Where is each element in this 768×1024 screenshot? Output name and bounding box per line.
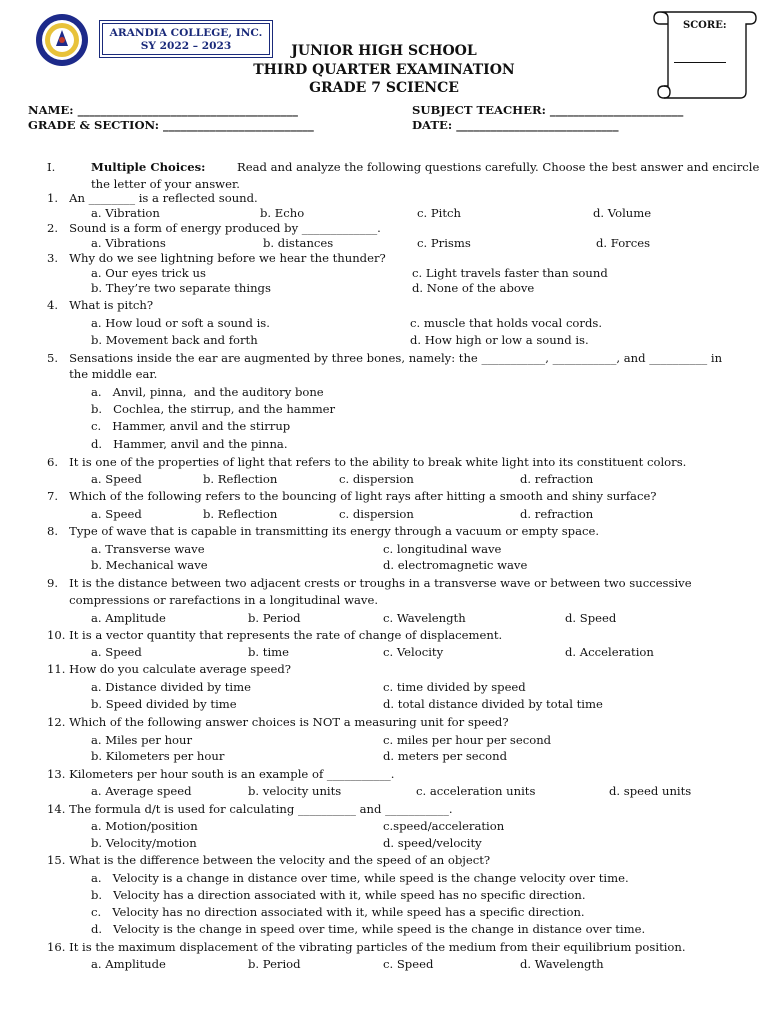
school-name: ARANDIA COLLEGE, INC.: [109, 27, 263, 39]
answer-choice: d. Hammer, anvil and the pinna.: [91, 437, 288, 451]
answer-choice: b. They’re two separate things: [91, 281, 271, 295]
question-text: 11. How do you calculate average speed?: [47, 662, 291, 676]
answer-choice: a. How loud or soft a sound is.: [91, 316, 270, 330]
answer-choice: c. time divided by speed: [383, 680, 526, 694]
answer-choice: c. miles per hour per second: [383, 733, 552, 747]
answer-choice: d. meters per second: [383, 749, 508, 763]
answer-choice: b. Mechanical wave: [91, 558, 208, 572]
answer-choice: b. Reflection: [203, 507, 278, 521]
answer-choice: d. speed/velocity: [383, 836, 482, 850]
question-text: 16. It is the maximum displacement of the vibrating particles of the medium from their equilibrium position.: [47, 940, 686, 954]
question-text: 10. It is a vector quantity that represents the rate of change of displacement.: [47, 628, 503, 642]
answer-choice: c. Light travels faster than sound: [412, 266, 608, 280]
answer-choice: d. Speed: [565, 611, 617, 625]
answer-choice: b. time: [248, 645, 290, 659]
answer-choice: a. Average speed: [91, 784, 192, 798]
section-numeral: I.: [47, 160, 56, 174]
answer-choice: b. Period: [248, 611, 301, 625]
answer-choice: a. Amplitude: [91, 957, 166, 971]
answer-choice: b. Cochlea, the stirrup, and the hammer: [91, 402, 336, 416]
name-field: NAME: ______________________________________: [28, 103, 298, 117]
answer-choice: a. Distance divided by time: [91, 680, 251, 694]
answer-choice: d. total distance divided by total time: [383, 697, 603, 711]
question-text: 6. It is one of the properties of light that refers to the ability to break white light into its constituent colors.: [47, 455, 687, 469]
answer-choice: c. muscle that holds vocal cords.: [410, 316, 603, 330]
answer-choice: c. Hammer, anvil and the stirrup: [91, 419, 291, 433]
score-blank: [674, 62, 726, 63]
answer-choice: d. Wavelength: [520, 957, 604, 971]
exam-title-quarter: THIRD QUARTER EXAMINATION: [253, 62, 515, 78]
answer-choice: a. Transverse wave: [91, 542, 205, 556]
answer-choice: a. Speed: [91, 472, 142, 486]
subject-teacher-field: SUBJECT TEACHER: _______________________: [412, 103, 684, 117]
answer-choice: c. Velocity: [383, 645, 444, 659]
answer-choice: c. longitudinal wave: [383, 542, 502, 556]
answer-choice: a. Amplitude: [91, 611, 166, 625]
question-text: 13. Kilometers per hour south is an example of ___________.: [47, 767, 395, 781]
answer-choice: c. Pitch: [417, 206, 461, 220]
date-field: DATE: ____________________________: [412, 118, 619, 132]
answer-choice: a. Velocity is a change in distance over time, while speed is the change velocity over time.: [91, 871, 629, 885]
instructions-text-2: the letter of your answer.: [91, 177, 240, 191]
answer-choice: b. Velocity/motion: [91, 836, 197, 850]
answer-choice: c. dispersion: [339, 507, 414, 521]
grade-section-field: GRADE & SECTION: __________________________: [28, 118, 314, 132]
answer-choice: b. Reflection: [203, 472, 278, 486]
question-text: 5. Sensations inside the ear are augmented by three bones, namely: the ___________, ___________, and __________ in: [47, 351, 723, 365]
question-text: the middle ear.: [47, 367, 158, 381]
exam-title-school: JUNIOR HIGH SCHOOL: [291, 43, 477, 59]
question-text: 12. Which of the following answer choices is NOT a measuring unit for speed?: [47, 715, 509, 729]
answer-choice: b. Period: [248, 957, 301, 971]
answer-choice: d. None of the above: [412, 281, 535, 295]
question-text: 4. What is pitch?: [47, 298, 154, 312]
answer-choice: a. Speed: [91, 645, 142, 659]
answer-choice: c. dispersion: [339, 472, 414, 486]
answer-choice: d. refraction: [520, 472, 594, 486]
question-text: 14. The formula d/t is used for calculating __________ and ___________.: [47, 802, 453, 816]
answer-choice: d. Forces: [596, 236, 651, 250]
answer-choice: c. Wavelength: [383, 611, 466, 625]
section-heading: Multiple Choices:: [91, 160, 206, 174]
answer-choice: b. Speed divided by time: [91, 697, 237, 711]
question-text: compressions or rarefactions in a longitudinal wave.: [47, 593, 379, 607]
question-text: 15. What is the difference between the velocity and the speed of an object?: [47, 853, 491, 867]
answer-choice: a. Vibration: [91, 206, 160, 220]
question-text: 7. Which of the following refers to the bouncing of light rays after hitting a smooth and shiny surface?: [47, 489, 657, 503]
answer-choice: b. Velocity has a direction associated with it, while speed has no specific direction.: [91, 888, 586, 902]
answer-choice: c.speed/acceleration: [383, 819, 505, 833]
answer-choice: a. Vibrations: [91, 236, 166, 250]
answer-choice: a. Our eyes trick us: [91, 266, 206, 280]
answer-choice: d. speed units: [609, 784, 692, 798]
question-text: 2. Sound is a form of energy produced by _____________.: [47, 221, 381, 235]
answer-choice: d. Volume: [593, 206, 652, 220]
answer-choice: a. Speed: [91, 507, 142, 521]
question-text: 1. An ________ is a reflected sound.: [47, 191, 258, 205]
answer-choice: c. acceleration units: [416, 784, 536, 798]
answer-choice: d. electromagnetic wave: [383, 558, 528, 572]
answer-choice: c. Speed: [383, 957, 434, 971]
answer-choice: b. Kilometers per hour: [91, 749, 225, 763]
answer-choice: b. Movement back and forth: [91, 333, 258, 347]
question-text: 8. Type of wave that is capable in transmitting its energy through a vacuum or empty space.: [47, 524, 600, 538]
answer-choice: a. Anvil, pinna, and the auditory bone: [91, 385, 324, 399]
answer-choice: a. Miles per hour: [91, 733, 193, 747]
answer-choice: a. Motion/position: [91, 819, 198, 833]
answer-choice: b. velocity units: [248, 784, 342, 798]
instructions-text-1: Read and analyze the following questions carefully. Choose the best answer and encircle: [237, 160, 760, 174]
answer-choice: b. Echo: [260, 206, 305, 220]
school-seal-logo: [34, 12, 90, 68]
question-text: 9. It is the distance between two adjacent crests or troughs in a transverse wave or between two successive: [47, 576, 692, 590]
answer-choice: d. Velocity is the change in speed over time, while speed is the change in distance over time.: [91, 922, 646, 936]
answer-choice: c. Velocity has no direction associated with it, while speed has a specific direction.: [91, 905, 585, 919]
answer-choice: d. Acceleration: [565, 645, 654, 659]
exam-title-subject: GRADE 7 SCIENCE: [309, 80, 459, 96]
answer-choice: d. refraction: [520, 507, 594, 521]
score-label: SCORE:: [683, 20, 727, 31]
answer-choice: d. How high or low a sound is.: [410, 333, 589, 347]
answer-choice: b. distances: [263, 236, 334, 250]
school-year: SY 2022 – 2023: [140, 40, 232, 52]
question-text: 3. Why do we see lightning before we hear the thunder?: [47, 251, 386, 265]
answer-choice: c. Prisms: [417, 236, 471, 250]
